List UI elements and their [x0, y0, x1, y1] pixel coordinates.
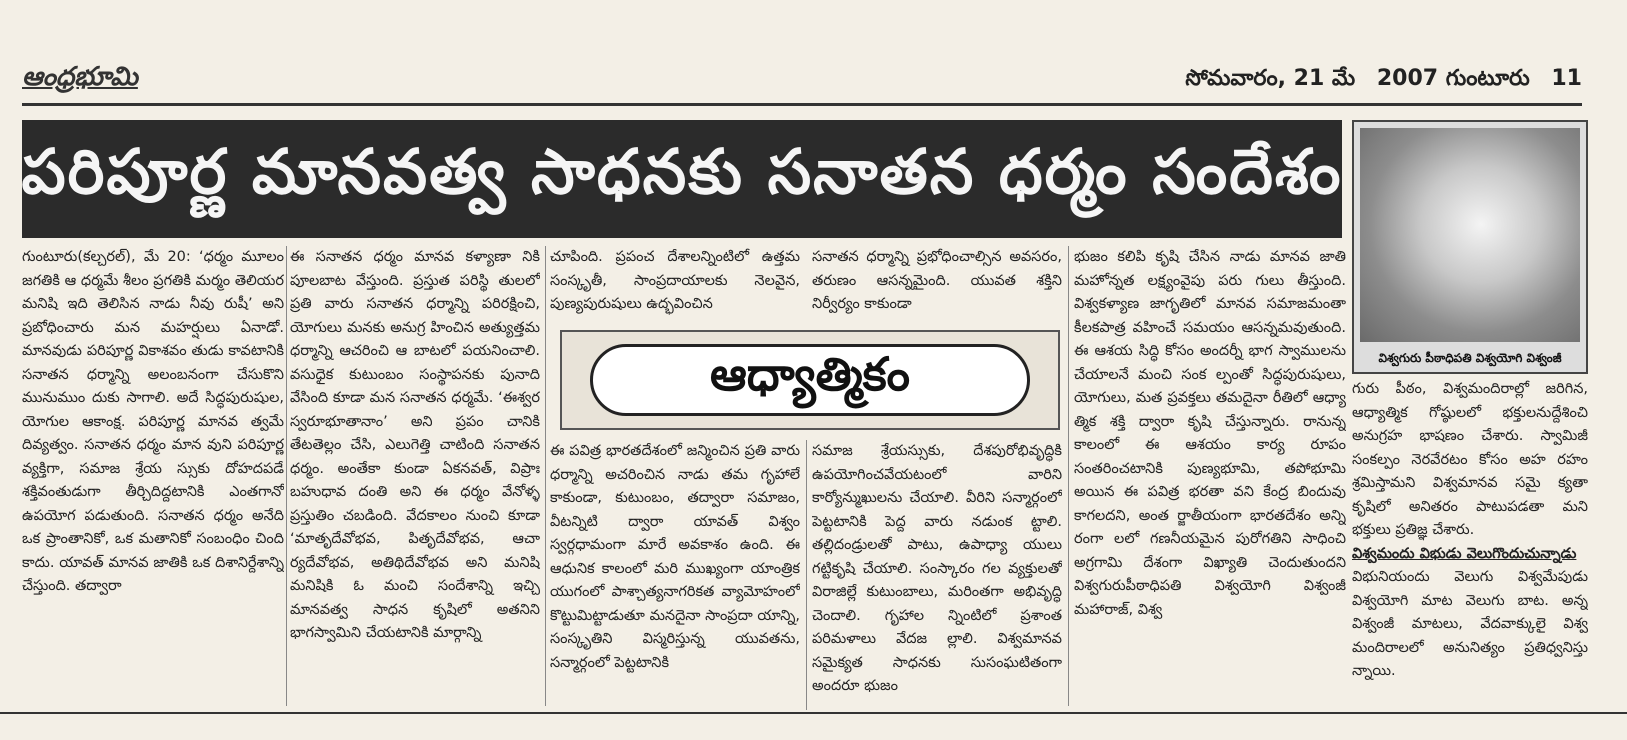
article-column-6	[1352, 378, 1588, 708]
article-column-2	[290, 246, 540, 706]
column-text: ఈ సనాతన ధర్మం మానవ కళ్యాణా నికి పూలబాట వేస్తుంది. ప్రస్తుత పరిస్థి తులలో ప్రతి వారు సనాతన ధర్మాన్ని పరిరక్షించి, యోగులు మనకు అనుగ్ర హించిన అత్యుత్తమ ధర్మాన్ని ఆచరించి ఆ బాటలో పయనించాలి. వసుధైక కుటుంబం సంస్థాపనకు పునాది వేసింది కూడా మన సనాతన ధర్మమే. ‘ఈశ్వర స్వరూభూతానాం’ అని ప్రపం చానికి తేటతెల్లం చేసి, ఎలుగెత్తి చాటింది సనాతన ధర్మం. అంతేకా కుండా ఏకనవత్, విప్రాః బహుధావ దంతి అని ఈ ధర్మం వేనోళ్ళ ప్రస్తుతిం చబడింది. వేదకాలం నుంచి కూడా ‘మాతృదేవోభవ, పితృదేవోభవ, ఆచా ర్యదేవోభవ, అతిథిదేవోభవ అని మనిషి మనిషికి ఓ మంచి సందేశాన్ని ఇచ్చి మానవత్వ సాధన కృషిలో అతనిని భాగస్వామిని చేయటానికి మార్గాన్ని	[290, 249, 540, 641]
page-number: 11	[1551, 66, 1582, 91]
column-text: ఈ పవిత్ర భారతదేశంలో జన్మించిన ప్రతి వారు ధర్మాన్ని అచరించిన నాడు తమ గృహాలే కాకుండా, కుటుంబం, తద్వారా సమాజం, వీటన్నిటి ద్వారా యావత్ విశ్వం స్వర్గధామంగా మారే అవకాశం ఉంది. ఈ ఆధునిక కాలంలో మరి ముఖ్యంగా యాంత్రిక యుగంలో పాశ్చాత్యనాగరికత వ్యామోహంలో కొట్టుమిట్టాడుతూ మనదైనా సాంప్రదా యాన్ని, సంస్కృతిని విస్మరిస్తున్న యువతను, సన్మార్గంలో పెట్టటానికి	[550, 443, 800, 671]
column-text: గురు పీఠం, విశ్వమందిరాల్లో జరిగిన, ఆధ్యాత్మిక గోష్ఠులలో భక్తులనుద్దేశించి అనుగ్రహ భాషణం చేశారు. స్వామిజీ సంకల్పం నెరవేరటం కోసం అహ రహం శ్రమిస్తామని విశ్వమానవ సమై క్యతా కృషిలో అనితరం పాటుపడతా మని భక్తులు ప్రతిజ్ఞ చేశారు.	[1352, 381, 1588, 538]
article-column-4b	[812, 440, 1062, 710]
article-column-4	[812, 246, 1062, 326]
column-text: భుజం కలిపి కృషి చేసిన నాడు మానవ జాతి మహోన్నత లక్ష్యంవైపు పరు గులు తీస్తుంది. విశ్వకళ్యాణ జాగృతిలో మానవ సమాజమంతా కీలకపాత్ర వహించే సమయం ఆసన్నమవుతుంది. ఈ ఆశయ సిద్ధి కోసం అందర్నీ భాగ స్వాములను చేయాలనే మంచి సంక ల్పంతో సిద్ధపురుషులు, యోగులు, మత ప్రవక్తలు తమదైనా రీతిలో ఆధ్యా త్మిక శక్తి ద్వారా కృషి చేస్తున్నారు. రానున్న కాలంలో ఈ ఆశయం కార్య రూపం సంతరించటానికి పుణ్యభూమి, తపోభూమి అయిన ఈ పవిత్ర భరతా వని కేంద్ర బిందువు కాగలదని, అంత ర్జాతీయంగా భారతదేశం అన్ని రంగా లలో గణనీయమైన పురోగతిని సాధించి అగ్రగామి దేశంగా విఖ్యాతి చెందుతుందని విశ్వగురుపీఠాధిపతి విశ్వయోగి విశ్వంజీ మహారాజ్, విశ్వ	[1074, 249, 1346, 618]
column-text: చూపింది. ప్రపంచ దేశాలన్నింటిలో ఉత్తమ సంస్కృతీ, సాంప్రదాయాలకు నెలవైన, పుణ్యపురుషులు ఉద్భవించిన	[550, 249, 800, 312]
article-column-3	[550, 246, 800, 326]
article-headline: పరిపూర్ణ మానవత్వ సాధనకు సనాతన ధర్మం సందేశం	[22, 120, 1342, 238]
feature-logo-box	[560, 330, 1060, 430]
date-year-city: 2007 గుంటూరు	[1376, 66, 1530, 91]
bottom-rule	[0, 712, 1627, 714]
article-column-5	[1074, 246, 1346, 706]
feature-logo: ఆధ్యాత్మికం	[590, 344, 1030, 416]
article-column-1	[22, 246, 284, 706]
column-text: సనాతన ధర్మాన్ని ప్రభోధించాల్సిన అవసరం, తరుణం ఆసన్నమైంది. యువత శక్తిని నిర్వీర్యం కాకుండా	[812, 249, 1062, 312]
date-day: సోమవారం, 21 మే	[1185, 66, 1356, 91]
column-text: విభునియందు వెలుగు విశ్వమేపుడు విశ్వయోగి మాట వెలుగు బాట. అన్న విశ్వంజీ మాటలు, వేదవాక్కులై విశ్వ మందిరాలలో అనునిత్యం ప్రతిధ్వనిస్తు న్నాయి.	[1352, 569, 1588, 679]
photo-caption: విశ్వగురు పీఠాధిపతి విశ్వయోగి విశ్వంజీ	[1378, 351, 1562, 365]
author-photo	[1352, 120, 1588, 374]
article-column-3b	[550, 440, 800, 710]
column-subheading: విశ్వమందు విభుడు వెలుగొందుచున్నాడు	[1352, 545, 1577, 562]
column-text: సమాజ శ్రేయస్సుకు, దేశపురోభివృద్ధికి ఉపయోగించవేయటంలో వారిని కార్యోన్ముఖులను చేయాలి. వీరిని సన్మార్గంలో పెట్టటానికి పెద్ద వారు నడుంక ట్టాలి. తల్లిదండ్రులతో పాటు, ఉపాధ్యా యులు గట్టికృషి చేయాలి. సంస్కారం గల వ్యక్తులతో విరాజిల్లే కుటుంబాలు, మరింతగా అభివృద్ధి చెందాలి. గృహాల న్నింటిలో ప్రశాంత పరిమళాలు వేదజ ల్లాలి. విశ్వమానవ సమైక్యత సాధనకు సుసంఘటితంగా అందరూ భుజం	[812, 443, 1062, 694]
masthead	[22, 58, 1582, 106]
dateline	[1171, 66, 1582, 96]
newspaper-logo: ఆంధ్రభూమి	[22, 62, 138, 92]
column-text: గుంటూరు(కల్చరల్), మే 20: ‘ధర్మం మూలం జగతికి ఆ ధర్మమే శీలం ప్రగతికి మర్మం తెలియర మనిషి ఇది తెలిసిన నాడు నీవు రుషీ’ అని ప్రబోధించారు మన మహర్షులు ఏనాడో. మానవుడు పరిపూర్ణ వికాశవం తుడు కావటానికి సనాతన ధర్మాన్ని అలంబనంగా చేసుకొని మునుముం దుకు సాగాలి. అదే సిద్ధపురుషుల, యోగుల ఆకాంక్ష. పరిపూర్ణ మానవ త్వమే దివ్యత్వం. సనాతన ధర్మం మాన వుని పరిపూర్ణ వ్యక్తిగా, సమాజ శ్రేయ స్సుకు దోహదపడే శక్తివంతుడుగా తీర్చిదిద్దటానికి ఎంతగానో ఉపయోగ పడుతుంది. సనాతన ధర్మం అనేది ఒక ప్రాంతానికో, ఒక మతానికో సంబంధిం చింది కాదు. యావత్ మానవ జాతికి ఒక దిశానిర్దేశాన్ని చేస్తుంది. తద్వారా	[22, 249, 284, 594]
photo-image	[1360, 128, 1580, 342]
